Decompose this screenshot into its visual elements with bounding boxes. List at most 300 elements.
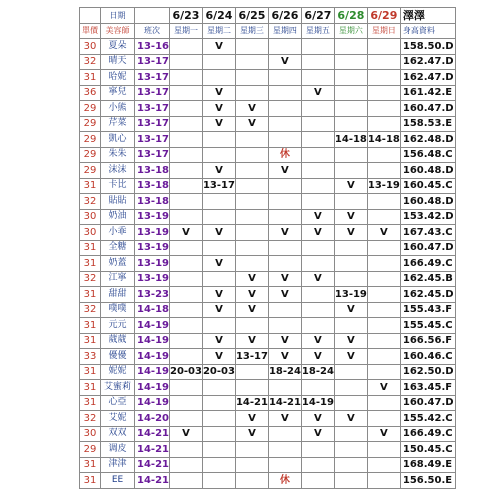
header-height-data: 澤澤 bbox=[400, 8, 455, 24]
cell-sat bbox=[334, 457, 367, 473]
cell-sat bbox=[334, 101, 367, 117]
cell-tue bbox=[202, 473, 235, 489]
cell-height-data: 166.56.F bbox=[400, 333, 455, 349]
cell-beautician: 小熊 bbox=[101, 101, 135, 117]
cell-wed bbox=[235, 70, 268, 86]
cell-mon bbox=[169, 101, 202, 117]
table-row bbox=[80, 194, 456, 210]
cell-thu bbox=[268, 85, 301, 101]
cell-unit-price: 31 bbox=[80, 333, 101, 349]
header-beautician: 日期 bbox=[101, 8, 135, 24]
cell-mon bbox=[169, 178, 202, 194]
cell-wed bbox=[235, 54, 268, 70]
cell-wed bbox=[235, 178, 268, 194]
cell-fri bbox=[301, 240, 334, 256]
cell-sat bbox=[334, 256, 367, 272]
cell-beautician: 貼貼 bbox=[101, 194, 135, 210]
cell-sat: V bbox=[334, 225, 367, 241]
header-unit-price: 單價 bbox=[80, 23, 101, 39]
cell-sat bbox=[334, 380, 367, 396]
cell-sun bbox=[367, 194, 400, 210]
cell-shift: 13-17 bbox=[135, 54, 170, 70]
header-sun: 星期日 bbox=[367, 23, 400, 39]
cell-shift: 14-21 bbox=[135, 426, 170, 442]
header-tue: 星期二 bbox=[202, 23, 235, 39]
cell-sat: V bbox=[334, 349, 367, 365]
cell-sat bbox=[334, 39, 367, 55]
cell-beautician: 沫沫 bbox=[101, 163, 135, 179]
cell-sat bbox=[334, 364, 367, 380]
cell-thu: V bbox=[268, 54, 301, 70]
cell-tue bbox=[202, 457, 235, 473]
table-row bbox=[80, 147, 456, 163]
cell-unit-price: 29 bbox=[80, 163, 101, 179]
cell-tue: V bbox=[202, 287, 235, 303]
cell-sat bbox=[334, 271, 367, 287]
cell-sat: 13-19 bbox=[334, 287, 367, 303]
cell-shift: 14-19 bbox=[135, 349, 170, 365]
cell-sun bbox=[367, 163, 400, 179]
table-row bbox=[80, 39, 456, 55]
cell-height-data: 158.50.D bbox=[400, 39, 455, 55]
table-row bbox=[80, 271, 456, 287]
cell-thu bbox=[268, 318, 301, 334]
cell-shift: 13-18 bbox=[135, 194, 170, 210]
cell-mon bbox=[169, 349, 202, 365]
cell-height-data: 166.49.C bbox=[400, 426, 455, 442]
cell-sun bbox=[367, 349, 400, 365]
cell-mon bbox=[169, 380, 202, 396]
cell-beautician: 艾蜜莉 bbox=[101, 380, 135, 396]
cell-fri bbox=[301, 132, 334, 148]
table-row bbox=[80, 209, 456, 225]
cell-sun bbox=[367, 395, 400, 411]
cell-tue: V bbox=[202, 302, 235, 318]
table-row bbox=[80, 349, 456, 365]
cell-fri: V bbox=[301, 333, 334, 349]
cell-sun bbox=[367, 39, 400, 55]
cell-thu bbox=[268, 209, 301, 225]
cell-beautician: 津津 bbox=[101, 457, 135, 473]
cell-beautician: 调皮 bbox=[101, 442, 135, 458]
cell-mon bbox=[169, 333, 202, 349]
cell-tue: V bbox=[202, 333, 235, 349]
cell-sun bbox=[367, 364, 400, 380]
cell-thu bbox=[268, 240, 301, 256]
cell-unit-price: 31 bbox=[80, 256, 101, 272]
cell-mon bbox=[169, 85, 202, 101]
cell-fri: V bbox=[301, 85, 334, 101]
cell-mon bbox=[169, 473, 202, 489]
cell-tue bbox=[202, 411, 235, 427]
cell-shift: 13-19 bbox=[135, 240, 170, 256]
cell-height-data: 160.45.C bbox=[400, 178, 455, 194]
cell-wed: V bbox=[235, 411, 268, 427]
table-row bbox=[80, 225, 456, 241]
cell-fri: V bbox=[301, 209, 334, 225]
cell-height-data: 156.50.E bbox=[400, 473, 455, 489]
cell-mon bbox=[169, 457, 202, 473]
header-fri: 星期五 bbox=[301, 23, 334, 39]
cell-shift: 14-19 bbox=[135, 395, 170, 411]
cell-tue bbox=[202, 318, 235, 334]
cell-thu bbox=[268, 194, 301, 210]
cell-unit-price: 29 bbox=[80, 116, 101, 132]
cell-fri bbox=[301, 380, 334, 396]
header-tue: 6/24 bbox=[202, 8, 235, 24]
cell-unit-price: 31 bbox=[80, 395, 101, 411]
cell-thu: V bbox=[268, 163, 301, 179]
cell-fri bbox=[301, 256, 334, 272]
cell-beautician: 葳葳 bbox=[101, 333, 135, 349]
table-row bbox=[80, 426, 456, 442]
table-row bbox=[80, 457, 456, 473]
header-sat: 6/28 bbox=[334, 8, 367, 24]
cell-shift: 13-17 bbox=[135, 85, 170, 101]
header-shift: 班次 bbox=[135, 23, 170, 39]
cell-sun bbox=[367, 333, 400, 349]
cell-unit-price: 29 bbox=[80, 101, 101, 117]
cell-wed: 14-21 bbox=[235, 395, 268, 411]
cell-wed bbox=[235, 380, 268, 396]
cell-sun bbox=[367, 271, 400, 287]
cell-unit-price: 31 bbox=[80, 364, 101, 380]
schedule-body bbox=[80, 8, 456, 489]
cell-height-data: 155.42.C bbox=[400, 411, 455, 427]
cell-thu bbox=[268, 116, 301, 132]
cell-tue: 20-03 bbox=[202, 364, 235, 380]
cell-tue bbox=[202, 240, 235, 256]
cell-wed: 13-17 bbox=[235, 349, 268, 365]
cell-wed: V bbox=[235, 271, 268, 287]
cell-beautician: 噗噗 bbox=[101, 302, 135, 318]
cell-beautician: 全糖 bbox=[101, 240, 135, 256]
table-row bbox=[80, 85, 456, 101]
cell-fri: V bbox=[301, 225, 334, 241]
cell-tue: V bbox=[202, 349, 235, 365]
cell-thu bbox=[268, 457, 301, 473]
cell-wed: V bbox=[235, 333, 268, 349]
table-row bbox=[80, 380, 456, 396]
table-row bbox=[80, 240, 456, 256]
cell-mon bbox=[169, 54, 202, 70]
cell-beautician: 艾妮 bbox=[101, 411, 135, 427]
header-unit-price bbox=[80, 8, 101, 24]
cell-shift: 13-19 bbox=[135, 256, 170, 272]
table-row bbox=[80, 411, 456, 427]
cell-mon bbox=[169, 147, 202, 163]
cell-height-data: 167.43.C bbox=[400, 225, 455, 241]
table-row bbox=[80, 473, 456, 489]
cell-unit-price: 31 bbox=[80, 178, 101, 194]
schedule-sheet bbox=[79, 7, 456, 489]
cell-beautician: 元元 bbox=[101, 318, 135, 334]
table-row bbox=[80, 116, 456, 132]
cell-sat: V bbox=[334, 302, 367, 318]
cell-unit-price: 31 bbox=[80, 70, 101, 86]
cell-sat: V bbox=[334, 178, 367, 194]
cell-mon bbox=[169, 132, 202, 148]
cell-thu bbox=[268, 302, 301, 318]
cell-mon bbox=[169, 70, 202, 86]
cell-height-data: 162.45.B bbox=[400, 271, 455, 287]
cell-unit-price: 30 bbox=[80, 426, 101, 442]
cell-thu: V bbox=[268, 411, 301, 427]
cell-unit-price: 32 bbox=[80, 302, 101, 318]
cell-wed: V bbox=[235, 101, 268, 117]
cell-unit-price: 31 bbox=[80, 473, 101, 489]
cell-shift: 13-18 bbox=[135, 178, 170, 194]
cell-beautician: 朱朱 bbox=[101, 147, 135, 163]
cell-thu bbox=[268, 178, 301, 194]
cell-shift: 13-17 bbox=[135, 116, 170, 132]
cell-mon: 20-03 bbox=[169, 364, 202, 380]
cell-mon bbox=[169, 256, 202, 272]
table-row bbox=[80, 132, 456, 148]
cell-sun: 13-19 bbox=[367, 178, 400, 194]
cell-height-data: 162.47.D bbox=[400, 70, 455, 86]
cell-fri bbox=[301, 101, 334, 117]
cell-unit-price: 31 bbox=[80, 287, 101, 303]
cell-beautician: 晴天 bbox=[101, 54, 135, 70]
cell-wed bbox=[235, 256, 268, 272]
cell-height-data: 155.45.C bbox=[400, 318, 455, 334]
cell-wed bbox=[235, 318, 268, 334]
cell-wed bbox=[235, 209, 268, 225]
cell-height-data: 153.42.D bbox=[400, 209, 455, 225]
cell-wed bbox=[235, 240, 268, 256]
cell-mon bbox=[169, 240, 202, 256]
table-row bbox=[80, 256, 456, 272]
cell-fri: 18-24 bbox=[301, 364, 334, 380]
cell-shift: 14-20 bbox=[135, 411, 170, 427]
cell-unit-price: 32 bbox=[80, 411, 101, 427]
cell-sun: V bbox=[367, 426, 400, 442]
cell-fri bbox=[301, 178, 334, 194]
table-row bbox=[80, 163, 456, 179]
cell-tue: V bbox=[202, 101, 235, 117]
cell-sat: V bbox=[334, 209, 367, 225]
cell-sun bbox=[367, 473, 400, 489]
cell-tue: V bbox=[202, 256, 235, 272]
table-row bbox=[80, 178, 456, 194]
cell-fri bbox=[301, 163, 334, 179]
cell-sun bbox=[367, 302, 400, 318]
cell-beautician: 江寧 bbox=[101, 271, 135, 287]
cell-beautician: 寧兒 bbox=[101, 85, 135, 101]
header-wed: 星期三 bbox=[235, 23, 268, 39]
cell-sat bbox=[334, 426, 367, 442]
cell-thu: V bbox=[268, 271, 301, 287]
cell-beautician: 奶油 bbox=[101, 209, 135, 225]
cell-beautician: 芹菜 bbox=[101, 116, 135, 132]
cell-unit-price: 29 bbox=[80, 132, 101, 148]
cell-height-data: 168.49.E bbox=[400, 457, 455, 473]
cell-height-data: 160.47.D bbox=[400, 395, 455, 411]
cell-beautician: EE bbox=[101, 473, 135, 489]
cell-thu bbox=[268, 132, 301, 148]
cell-mon bbox=[169, 163, 202, 179]
table-row bbox=[80, 302, 456, 318]
cell-fri bbox=[301, 70, 334, 86]
cell-sun bbox=[367, 318, 400, 334]
cell-shift: 13-17 bbox=[135, 132, 170, 148]
cell-wed: V bbox=[235, 302, 268, 318]
cell-sun bbox=[367, 54, 400, 70]
cell-thu: V bbox=[268, 333, 301, 349]
cell-thu bbox=[268, 256, 301, 272]
cell-unit-price: 29 bbox=[80, 442, 101, 458]
cell-height-data: 150.45.C bbox=[400, 442, 455, 458]
cell-beautician: 哈妮 bbox=[101, 70, 135, 86]
cell-shift: 14-19 bbox=[135, 333, 170, 349]
cell-mon bbox=[169, 194, 202, 210]
cell-unit-price: 31 bbox=[80, 380, 101, 396]
header-wed: 6/25 bbox=[235, 8, 268, 24]
cell-height-data: 162.45.D bbox=[400, 287, 455, 303]
cell-tue bbox=[202, 147, 235, 163]
cell-tue: V bbox=[202, 85, 235, 101]
cell-unit-price: 30 bbox=[80, 209, 101, 225]
cell-shift: 13-16 bbox=[135, 39, 170, 55]
cell-fri bbox=[301, 147, 334, 163]
cell-thu: 14-21 bbox=[268, 395, 301, 411]
cell-sat bbox=[334, 395, 367, 411]
cell-sat: 14-18 bbox=[334, 132, 367, 148]
cell-sat bbox=[334, 147, 367, 163]
cell-sun: V bbox=[367, 225, 400, 241]
cell-beautician: 凱心 bbox=[101, 132, 135, 148]
table-row bbox=[80, 333, 456, 349]
cell-fri bbox=[301, 442, 334, 458]
cell-unit-price: 30 bbox=[80, 225, 101, 241]
cell-shift: 13-18 bbox=[135, 163, 170, 179]
cell-wed bbox=[235, 442, 268, 458]
table-row bbox=[80, 54, 456, 70]
cell-sat bbox=[334, 54, 367, 70]
table-row bbox=[80, 101, 456, 117]
cell-sat bbox=[334, 70, 367, 86]
cell-tue bbox=[202, 380, 235, 396]
cell-shift: 14-21 bbox=[135, 473, 170, 489]
header-shift bbox=[135, 8, 170, 24]
header-thu: 星期四 bbox=[268, 23, 301, 39]
table-row bbox=[80, 364, 456, 380]
cell-fri bbox=[301, 116, 334, 132]
cell-tue bbox=[202, 442, 235, 458]
cell-tue bbox=[202, 194, 235, 210]
cell-shift: 13-19 bbox=[135, 271, 170, 287]
cell-height-data: 162.47.D bbox=[400, 54, 455, 70]
cell-height-data: 163.45.F bbox=[400, 380, 455, 396]
cell-height-data: 160.47.D bbox=[400, 101, 455, 117]
cell-shift: 14-19 bbox=[135, 364, 170, 380]
cell-wed: V bbox=[235, 116, 268, 132]
cell-shift: 14-19 bbox=[135, 318, 170, 334]
cell-tue: 13-17 bbox=[202, 178, 235, 194]
cell-height-data: 155.43.F bbox=[400, 302, 455, 318]
cell-height-data: 160.47.D bbox=[400, 240, 455, 256]
cell-tue bbox=[202, 70, 235, 86]
cell-height-data: 162.48.D bbox=[400, 132, 455, 148]
cell-wed bbox=[235, 457, 268, 473]
cell-wed bbox=[235, 225, 268, 241]
cell-height-data: 160.46.C bbox=[400, 349, 455, 365]
cell-sun bbox=[367, 240, 400, 256]
cell-mon: V bbox=[169, 426, 202, 442]
cell-shift: 13-23 bbox=[135, 287, 170, 303]
cell-mon bbox=[169, 116, 202, 132]
cell-sun bbox=[367, 457, 400, 473]
cell-beautician: 夏朵 bbox=[101, 39, 135, 55]
cell-sun: V bbox=[367, 380, 400, 396]
table-row bbox=[80, 287, 456, 303]
cell-wed: V bbox=[235, 426, 268, 442]
header-sat: 星期六 bbox=[334, 23, 367, 39]
cell-beautician: 双双 bbox=[101, 426, 135, 442]
cell-fri: V bbox=[301, 426, 334, 442]
cell-unit-price: 31 bbox=[80, 240, 101, 256]
cell-thu: 休 bbox=[268, 147, 301, 163]
cell-beautician: 小乖 bbox=[101, 225, 135, 241]
cell-shift: 14-18 bbox=[135, 302, 170, 318]
table-row bbox=[80, 318, 456, 334]
header-mon: 星期一 bbox=[169, 23, 202, 39]
cell-sat bbox=[334, 194, 367, 210]
table-row bbox=[80, 70, 456, 86]
cell-wed bbox=[235, 39, 268, 55]
cell-thu: V bbox=[268, 225, 301, 241]
cell-height-data: 160.48.D bbox=[400, 194, 455, 210]
cell-mon bbox=[169, 395, 202, 411]
cell-fri bbox=[301, 473, 334, 489]
cell-tue bbox=[202, 209, 235, 225]
cell-tue bbox=[202, 132, 235, 148]
cell-fri bbox=[301, 194, 334, 210]
cell-beautician: 妮妮 bbox=[101, 364, 135, 380]
cell-sun bbox=[367, 147, 400, 163]
cell-beautician: 卡比 bbox=[101, 178, 135, 194]
cell-tue bbox=[202, 426, 235, 442]
cell-unit-price: 30 bbox=[80, 39, 101, 55]
cell-sat bbox=[334, 473, 367, 489]
header-thu: 6/26 bbox=[268, 8, 301, 24]
cell-unit-price: 32 bbox=[80, 271, 101, 287]
cell-beautician: 甜甜 bbox=[101, 287, 135, 303]
cell-wed: V bbox=[235, 287, 268, 303]
cell-fri bbox=[301, 287, 334, 303]
cell-sun bbox=[367, 256, 400, 272]
cell-tue bbox=[202, 395, 235, 411]
cell-fri: V bbox=[301, 271, 334, 287]
cell-height-data: 156.48.C bbox=[400, 147, 455, 163]
cell-mon bbox=[169, 302, 202, 318]
cell-fri bbox=[301, 39, 334, 55]
cell-wed bbox=[235, 473, 268, 489]
cell-mon bbox=[169, 271, 202, 287]
cell-tue: V bbox=[202, 116, 235, 132]
cell-unit-price: 36 bbox=[80, 85, 101, 101]
cell-beautician: 奶蓋 bbox=[101, 256, 135, 272]
header-row-dates bbox=[80, 8, 456, 24]
cell-mon bbox=[169, 287, 202, 303]
cell-fri: 14-19 bbox=[301, 395, 334, 411]
cell-unit-price: 33 bbox=[80, 349, 101, 365]
cell-thu bbox=[268, 426, 301, 442]
cell-thu bbox=[268, 101, 301, 117]
cell-sun bbox=[367, 101, 400, 117]
cell-tue: V bbox=[202, 163, 235, 179]
